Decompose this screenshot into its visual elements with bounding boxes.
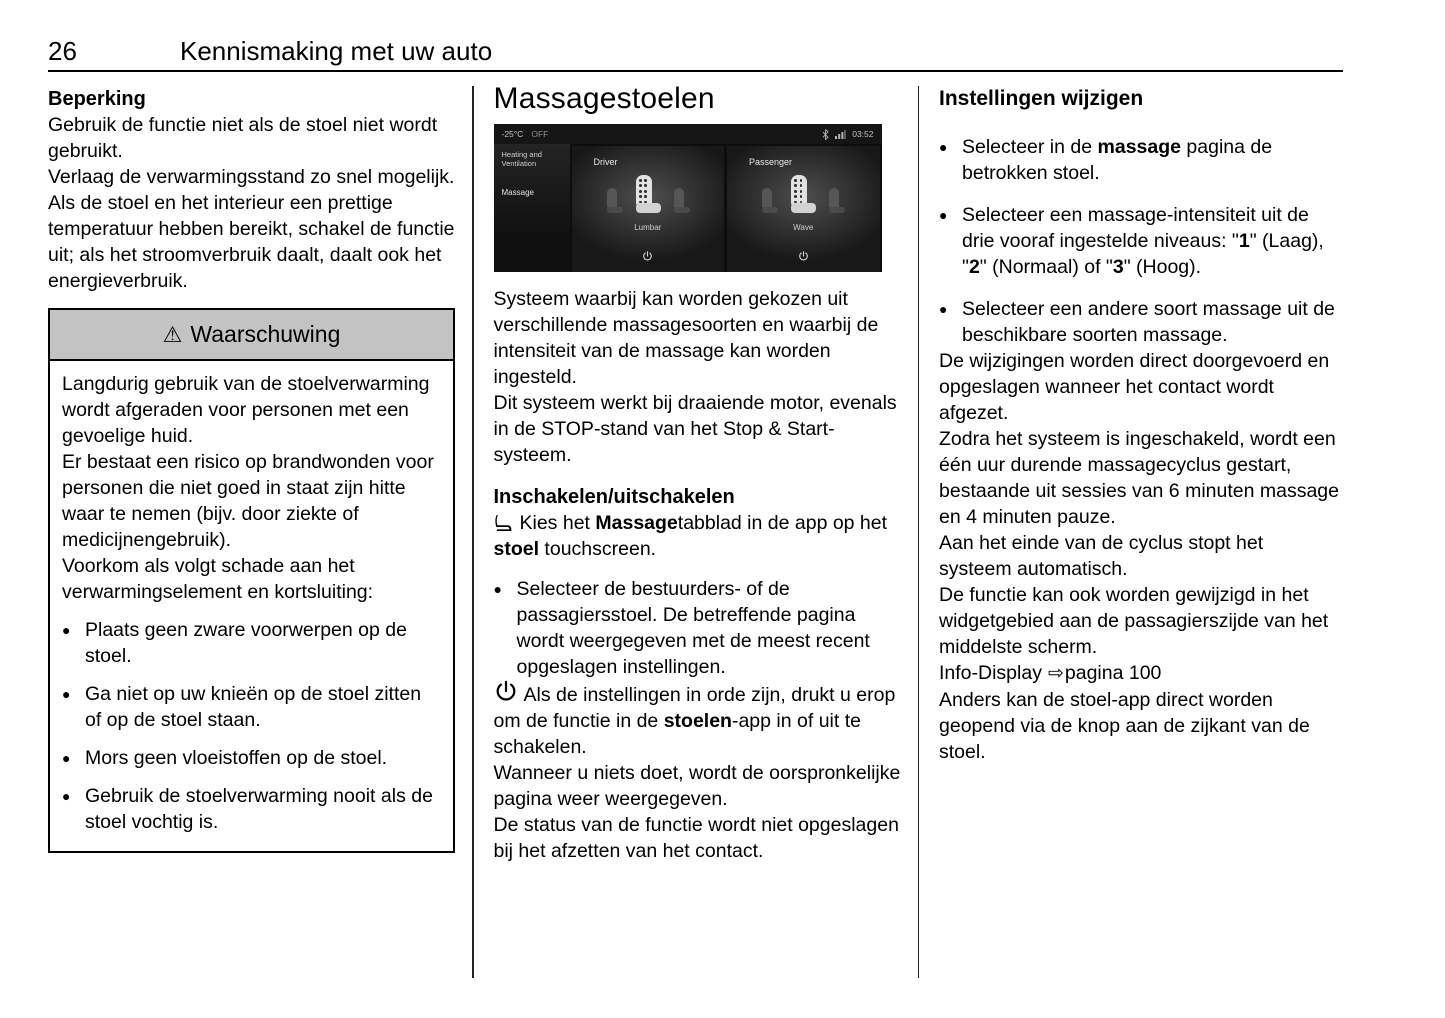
bullet-icon: ● <box>493 581 502 597</box>
page-number: 26 <box>48 36 77 66</box>
screen-driver-panel <box>572 146 725 272</box>
paragraph: Dit systeem werkt bij draaiende motor, evenals in de STOP-stand van het Stop & Start-systeem. <box>493 392 897 466</box>
column-divider <box>472 86 474 978</box>
bullet-icon: ● <box>939 207 948 223</box>
passenger-label: Passenger <box>749 157 793 167</box>
paragraph: Gebruik de functie niet als de stoel niet wordt gebruikt. <box>48 114 438 162</box>
paragraph: Langdurig gebruik van de stoelverwarming wordt afgeraden voor personen met een gevoelige huid. <box>62 373 430 447</box>
screen-passenger-panel <box>727 146 880 272</box>
passenger-power-button[interactable] <box>727 241 880 272</box>
reference-target: pagina 100 <box>1064 662 1162 684</box>
warning-triangle-icon: ⚠ <box>162 322 183 347</box>
power-icon <box>798 251 809 262</box>
paragraph-with-power-icon <box>494 680 901 760</box>
paragraph-with-seat-icon <box>494 510 901 562</box>
screen-sidebar <box>494 144 570 272</box>
bullet-icon: ● <box>939 139 948 155</box>
paragraph: Anders kan de stoel-app direct worden geopend via de knop aan de zijkant van de stoel. <box>939 689 1310 763</box>
list-item: ● Gebruik de stoelverwarming nooit als de stoel vochtig is. <box>62 785 433 833</box>
section-heading-inschakelen: Inschakelen/uitschakelen <box>493 486 735 508</box>
paragraph: Er bestaat een risico op brandwonden voor personen die niet goed in staat zijn hitte waar te nemen (bijv. door ziekte of medicijnengebruik). <box>62 451 434 551</box>
paragraph: Zodra het systeem is ingeschakeld, wordt een één uur durende massagecyclus gestart, bestaande uit sessies van 6 minuten massage en 4 minuten pauze. <box>939 428 1339 528</box>
massage-dots <box>794 179 805 203</box>
column-right <box>939 86 1341 978</box>
seat-icon-small[interactable] <box>827 188 846 213</box>
paragraph: Systeem waarbij kan worden gekozen uit verschillende massagesoorten en waarbij de intensiteit van de massage kan worden ingesteld. <box>493 288 879 388</box>
driver-power-button[interactable] <box>572 241 725 272</box>
power-icon <box>494 680 518 704</box>
seat-icon-main[interactable] <box>788 175 818 213</box>
column-left <box>48 86 455 978</box>
power-icon <box>642 251 653 262</box>
list-item: ● Selecteer een andere soort massage uit de beschikbare soorten massage. <box>939 298 1335 346</box>
seat-icon-small[interactable] <box>672 188 691 213</box>
driver-seat-graphics <box>572 175 725 215</box>
page-header <box>48 36 1343 67</box>
text-columns <box>48 82 1341 978</box>
instruction-text: Als de instellingen in orde zijn, drukt u erop om de functie in de stoelen-app in of uit te schakelen. <box>493 684 896 758</box>
bullet-icon: ● <box>62 750 71 766</box>
header-rule <box>48 70 1343 72</box>
paragraph: Aan het einde van de cyclus stopt het systeem automatisch. <box>939 532 1264 580</box>
warning-title: Waarschuwing <box>190 321 341 347</box>
warning-box <box>48 308 455 853</box>
screen-clock: 03:52 <box>852 129 874 139</box>
section-heading-massagestoelen: Massagestoelen <box>493 82 715 115</box>
paragraph: De status van de functie wordt niet opgeslagen bij het afzetten van het contact. <box>493 814 899 862</box>
passenger-seat-graphics <box>727 175 880 215</box>
list-item: ● Plaats geen zware voorwerpen op de stoel. <box>62 619 407 667</box>
seat-icon-small[interactable] <box>605 188 624 213</box>
infotainment-screenshot <box>494 124 882 272</box>
page-reference <box>939 660 1341 687</box>
bullet-icon: ● <box>939 301 948 317</box>
list-item: ● Selecteer een massage-intensiteit uit de drie vooraf ingestelde niveaus: "1" (Laag), "2" (Normaal) of "3" (Hoog). <box>939 204 1324 278</box>
screen-status-bar <box>494 124 882 144</box>
massage-dots <box>639 179 650 203</box>
screen-menu-massage[interactable]: Massage <box>501 188 534 197</box>
paragraph: De wijzigingen worden direct doorgevoerd en opgeslagen wanneer het contact wordt afgezet. <box>939 350 1330 424</box>
screen-main <box>494 144 882 272</box>
list-item: ● Mors geen vloeistoffen op de stoel. <box>62 747 388 769</box>
screen-menu-heating[interactable]: Heating and Ventilation <box>501 150 542 168</box>
column-divider <box>918 86 920 978</box>
warning-box-body <box>50 361 453 851</box>
reference-label: Info-Display <box>939 662 1042 684</box>
network-signal-icon <box>835 130 846 139</box>
bullet-icon: ● <box>62 622 71 638</box>
paragraph: Wanneer u niets doet, wordt de oorspronkelijke pagina weer weergegeven. <box>493 762 901 810</box>
paragraph: Verlaag de verwarmingsstand zo snel mogelijk. <box>48 166 455 188</box>
driver-label: Driver <box>593 157 618 167</box>
list-item: ● Selecteer in de massage pagina de betrokken stoel. <box>939 136 1273 184</box>
massage-mode-label: Wave <box>793 223 814 232</box>
seat-icon-main[interactable] <box>633 175 663 213</box>
seat-pictogram-icon <box>494 514 514 532</box>
page-reference-arrow-icon: ⇨ <box>1047 663 1064 684</box>
paragraph: Als de stoel en het interieur een prettige temperatuur hebben bereikt, schakel de functie uit; als het stroomverbruik daalt, daalt ook het energieverbruik. <box>48 192 455 292</box>
instruction-text: Kies het Massagetabblad in de app op het stoel touchscreen. <box>493 512 888 560</box>
section-heading-instellingen: Instellingen wijzigen <box>939 87 1144 110</box>
column-middle <box>493 82 901 978</box>
screen-temperature: -25°C <box>501 129 524 139</box>
section-heading-beperking: Beperking <box>48 88 146 110</box>
list-item: ● Ga niet op uw knieën op de stoel zitten of op de stoel staan. <box>62 683 422 731</box>
screen-off-label: OFF <box>531 129 549 139</box>
warning-box-header <box>50 310 453 361</box>
bullet-icon: ● <box>62 788 71 804</box>
massage-mode-label: Lumbar <box>634 223 662 232</box>
screen-panels <box>570 144 882 272</box>
bluetooth-icon <box>822 129 829 140</box>
chapter-title: Kennismaking met uw auto <box>180 36 493 66</box>
list-item: ● Selecteer de bestuurders- of de passagiersstoel. De betreffende pagina wordt weergegeven met de meest recent opgeslagen instellingen. <box>493 578 870 678</box>
seat-icon-small[interactable] <box>760 188 779 213</box>
bullet-icon: ● <box>62 686 71 702</box>
paragraph: Voorkom als volgt schade aan het verwarmingselement en kortsluiting: <box>62 555 374 603</box>
paragraph: De functie kan ook worden gewijzigd in het widgetgebied aan de passagierszijde van het middelste scherm. <box>939 584 1329 658</box>
